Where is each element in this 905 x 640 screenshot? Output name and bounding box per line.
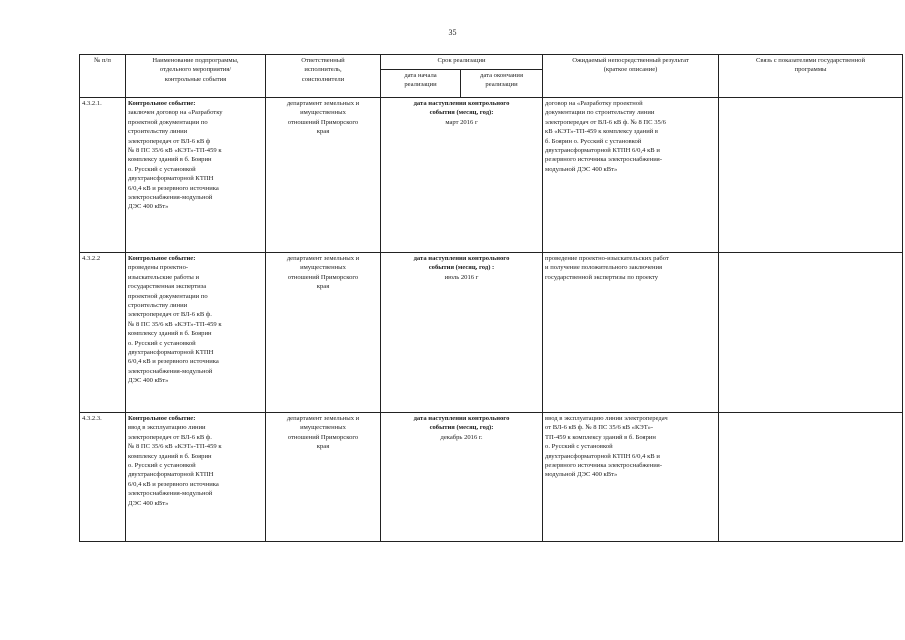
row-num: 4.3.2.1. <box>80 98 126 253</box>
event-date <box>381 253 543 413</box>
event-description <box>126 253 266 413</box>
header-name: Наименование подпрограммы, отдельного мероприятия/ контрольные события <box>126 55 266 98</box>
header-period: Срок реализации <box>381 55 543 70</box>
expected-result: ввод в эксплуатацию линии электропередач от ВЛ-6 кВ ф. № 8 ПС 35/6 кВ «КЭТ»- ТП-459 к комплексу зданий в б. Боярин о. Русский с установкой двухтрансформаторной КТПН 6/0,4 кВ и резервного источника электроснабжения- модульной ДЭС 400 кВт» <box>543 413 719 542</box>
row-num: 4.3.2.3. <box>80 413 126 542</box>
date-title: дата наступления контрольного события (месяц, год): <box>413 415 510 432</box>
date-value: июль 2016 г <box>444 273 479 281</box>
executor: департамент земельных и имущественных отношений Приморского края <box>266 413 381 542</box>
table-row <box>80 413 903 542</box>
header-executor: Ответственный исполнитель, соисполнители <box>266 55 381 98</box>
event-text: проведены проектно- изыскательские работы и государственная экспертиза проектной документации по строительству линии электропередач от ВЛ-6 кВ ф. № 8 ПС 35/6 кВ «КЭТ»-ТП-459 к комплексу зданий в б. Боярин о. Русский с установкой двухтрансформаторной КТПН 6/0,4 кВ и резервного источника электроснабжения-модульной ДЭС 400 кВт» <box>128 264 222 385</box>
row-num: 4.3.2.2 <box>80 253 126 413</box>
header-end-date: дата окончания реализации <box>461 70 543 98</box>
event-description <box>126 413 266 542</box>
event-title: Контрольное событие: <box>128 100 196 107</box>
event-text: ввод в эксплуатацию линии электропередач от ВЛ-6 кВ ф. № 8 ПС 35/6 кВ «КЭТ»-ТП-459 к комплексу зданий в б. Боярин о. Русский с установкой двухтрансформаторной КТПН 6/0,4 кВ и резервного источника электроснабжения-модульной ДЭС 400 кВт» <box>128 424 222 507</box>
event-title: Контрольное событие: <box>128 255 196 262</box>
date-title: дата наступления контрольного события (месяц, год) : <box>413 255 510 272</box>
event-description <box>126 98 266 253</box>
header-num: № п/п <box>80 55 126 98</box>
event-text: заключен договор на «Разработку проектной документации по строительству линии электропередач от ВЛ-6 кВ ф № 8 ПС 35/6 кВ «КЭТ»-ТП-459 к комплексу зданий в б. Боярин о. Русский с установкой двухтрансформаторной КТПН 6/0,4 кВ и резервного источника электроснабжения-модульной ДЭС 400 кВт» <box>128 109 223 211</box>
expected-result: проведение проектно-изыскательских работ и получение положительного заключения государственной экспертизы по проекту <box>543 253 719 413</box>
event-title: Контрольное событие: <box>128 415 196 422</box>
date-value: декабрь 2016 г. <box>440 433 483 441</box>
page-number: 35 <box>448 28 457 37</box>
date-title: дата наступления контрольного события (месяц, год): <box>413 100 510 117</box>
indicator-link <box>719 253 903 413</box>
executor: департамент земельных и имущественных отношений Приморского края <box>266 98 381 253</box>
program-table <box>79 54 903 542</box>
header-row-1 <box>80 55 903 70</box>
table-row <box>80 253 903 413</box>
table-row <box>80 98 903 253</box>
event-date <box>381 413 543 542</box>
header-link: Связь с показателями государственной программы <box>719 55 903 98</box>
header-result: Ожидаемый непосредственный результат (краткое описание) <box>543 55 719 98</box>
header-start-date: дата начала реализации <box>381 70 461 98</box>
indicator-link <box>719 98 903 253</box>
indicator-link <box>719 413 903 542</box>
executor: департамент земельных и имущественных отношений Приморского края <box>266 253 381 413</box>
expected-result: договор на «Разработку проектной документации по строительству линии электропередач от ВЛ-6 кВ ф. № 8 ПС 35/6 кВ «КЭТ»-ТП-459 к комплексу зданий в б. Боярин о. Русский с установкой двухтрансформаторной КТПН 6/0,4 кВ и резервного источника электроснабжения- модульной ДЭС 400 кВт» <box>543 98 719 253</box>
date-value: март 2016 г <box>445 118 478 126</box>
event-date <box>381 98 543 253</box>
